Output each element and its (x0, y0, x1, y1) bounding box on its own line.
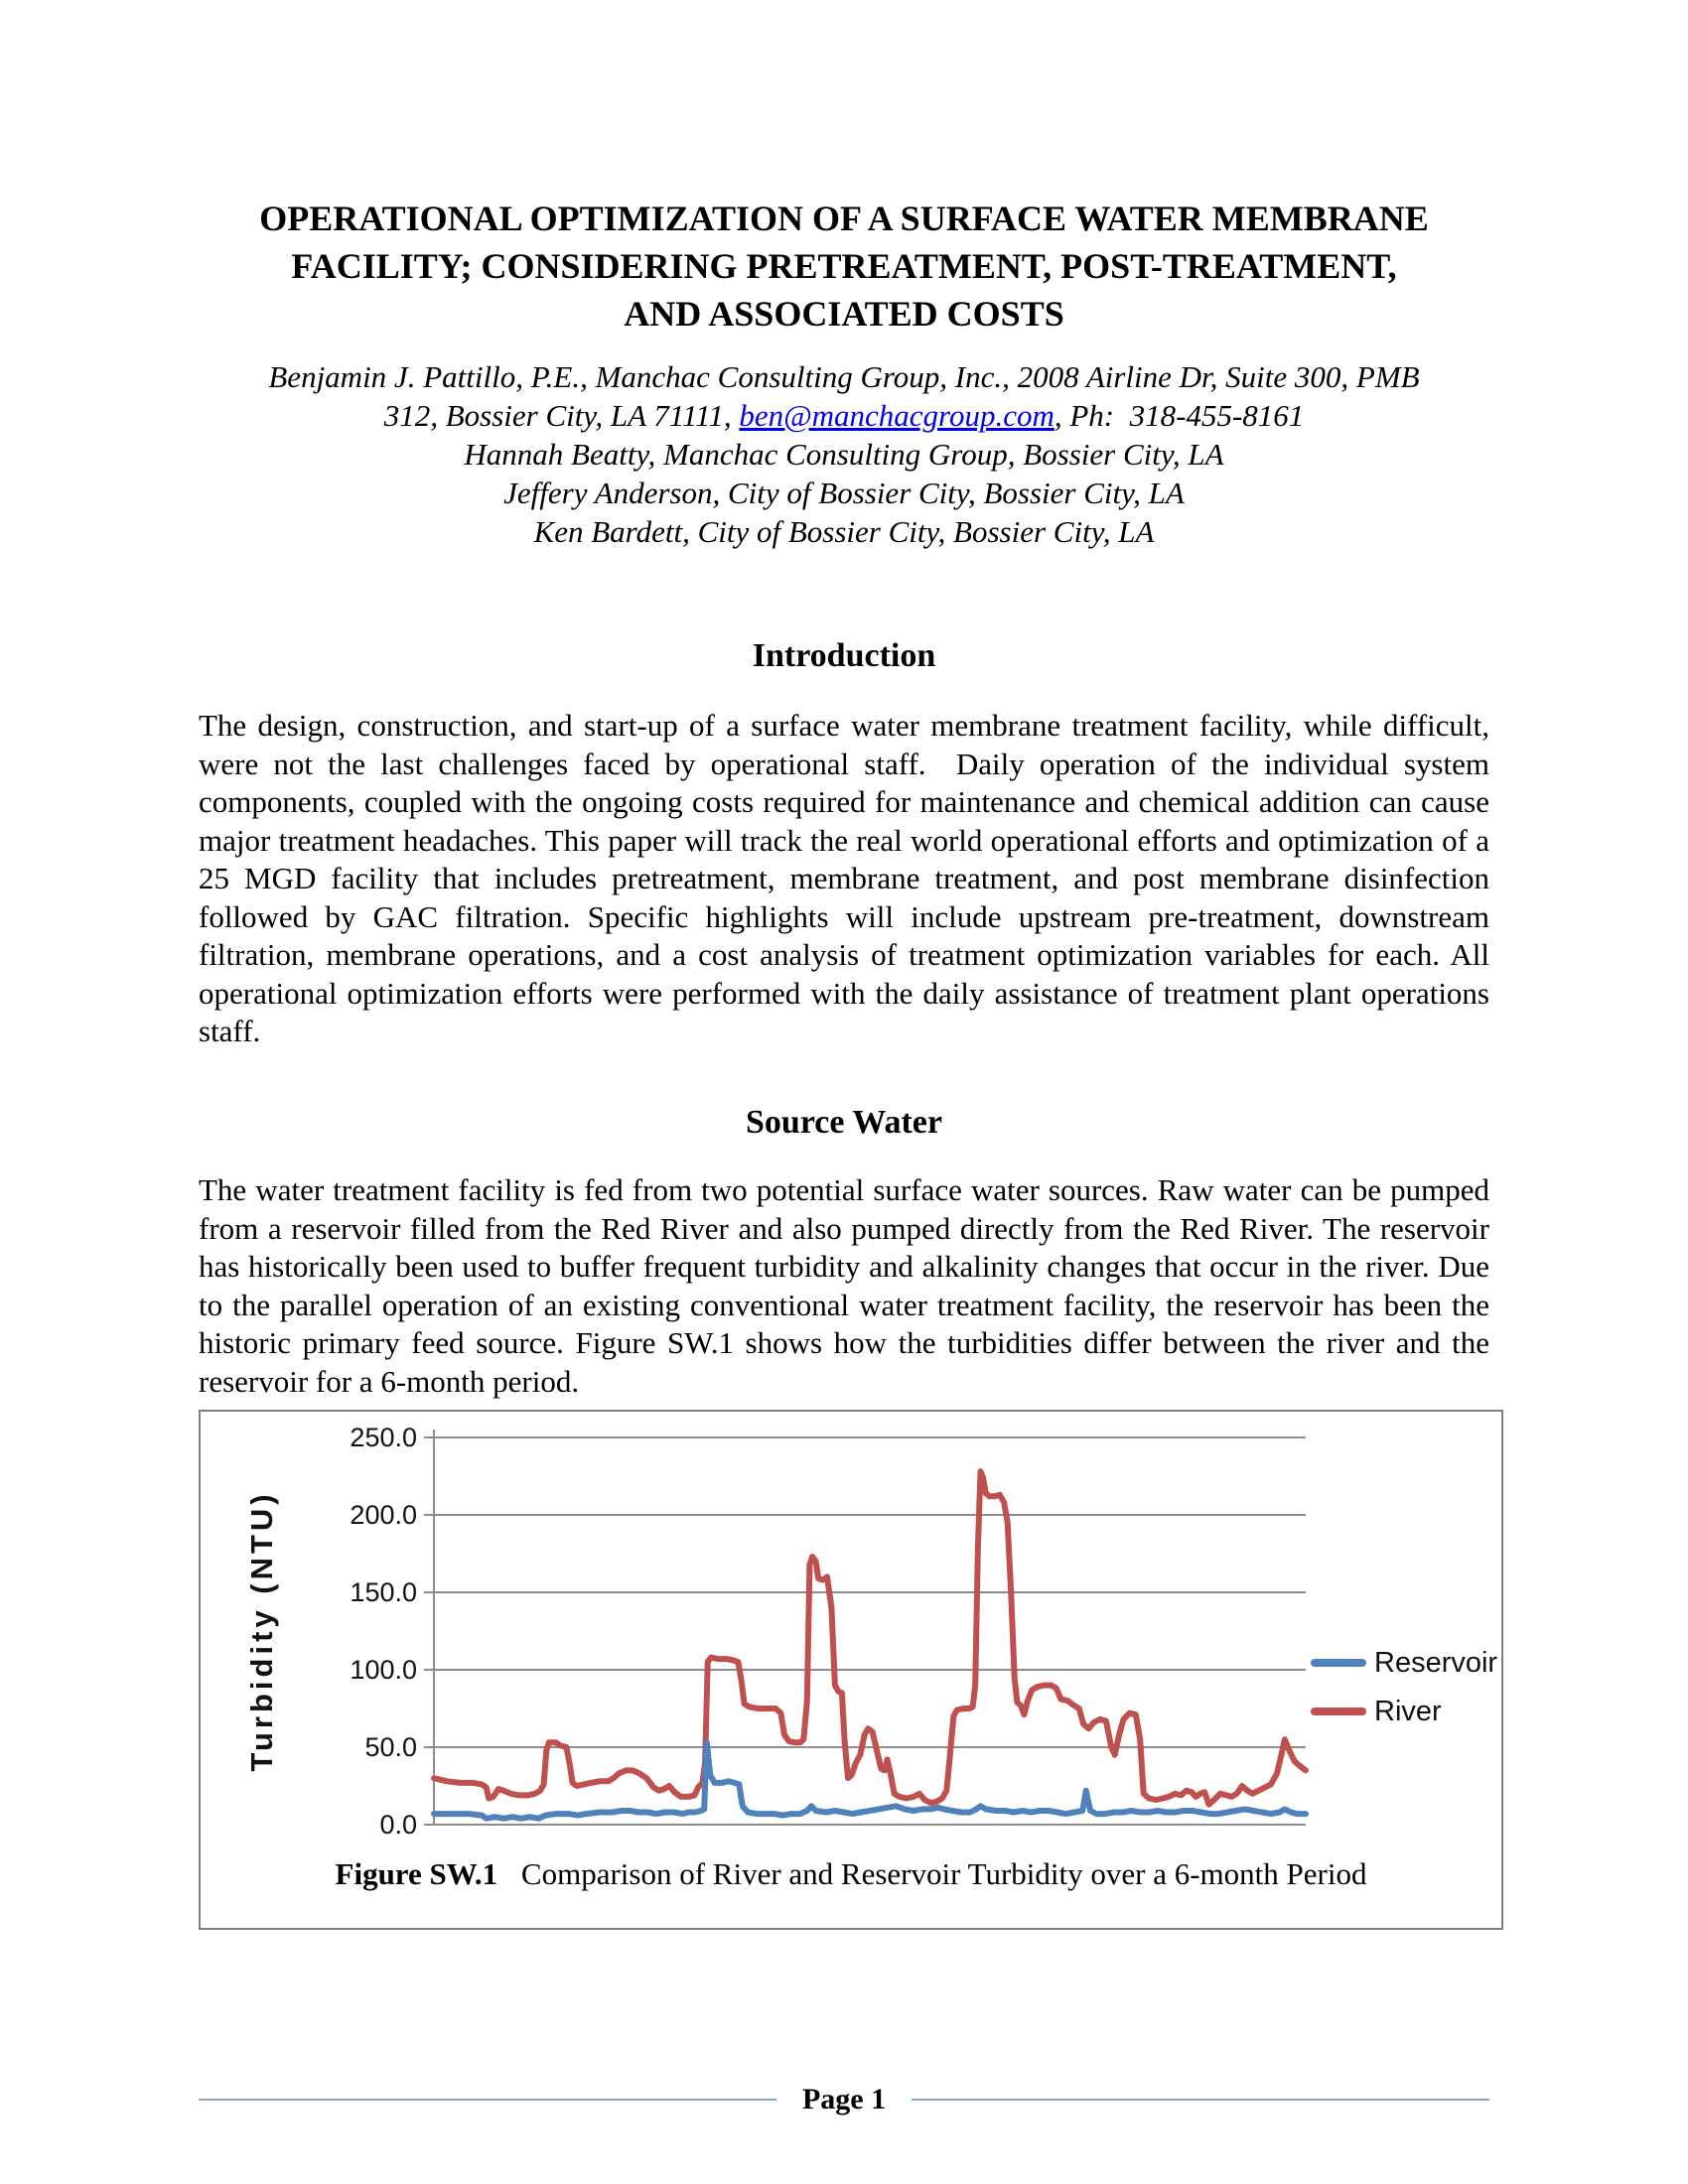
y-tick-label: 0.0 (379, 1810, 417, 1840)
legend-label-reservoir: Reservoir (1374, 1646, 1498, 1679)
legend-item-river (1311, 1697, 1497, 1726)
figure-caption-text: Comparison of River and Reservoir Turbidity over a 6-month Period (520, 1856, 1367, 1891)
email-link[interactable]: ben@manchacgroup.com (739, 398, 1055, 433)
page-title (0, 195, 1688, 338)
river-line-swatch (1311, 1707, 1366, 1715)
footer-rule-left (199, 2099, 776, 2101)
chart-legend (1311, 1648, 1497, 1745)
author-line-4: Jeffery Anderson, City of Bossier City, Bossier City, LA (503, 476, 1185, 510)
title-line-2: FACILITY; CONSIDERING PRETREATMENT, POST-TREATMENT, (291, 246, 1397, 286)
title-line-3: AND ASSOCIATED COSTS (624, 294, 1064, 334)
footer-rule-right (912, 2099, 1489, 2101)
y-tick-label: 200.0 (350, 1500, 417, 1530)
source-water-paragraph: The water treatment facility is fed from two potential surface water sources. Raw water can be pumped from a reservoir filled from the Red River and also pumped directly from the Red River. The reservoir has historically been used to buffer frequent turbidity and alkalinity changes that occur in the river. Due to the parallel operation of an existing conventional water treatment facility, the reservoir has been the historic primary feed source. Figure SW.1 shows how the turbidities differ between the river and the reservoir for a 6-month period. (199, 1172, 1497, 1399)
section-heading-introduction: Introduction (752, 637, 936, 674)
author-line-3: Hannah Beatty, Manchac Consulting Group, Bossier City, LA (464, 437, 1224, 472)
figure-caption-label: Figure SW.1 (335, 1856, 498, 1891)
reservoir-line-swatch (1311, 1659, 1366, 1667)
section-heading-source-water: Source Water (746, 1104, 942, 1141)
author-line-1: Benjamin J. Pattillo, P.E., Manchac Consulting Group, Inc., 2008 Airline Dr, Suite 300, PMB (268, 359, 1420, 394)
y-tick-label: 150.0 (350, 1577, 417, 1607)
figure-caption (201, 1856, 1501, 1892)
author-block (0, 357, 1688, 551)
page-footer (199, 2083, 1489, 2116)
legend-label-river: River (1374, 1695, 1442, 1727)
page-number: Page 1 (801, 2083, 887, 2116)
author-line-2: 312, Bossier City, LA 71111, ben@manchacgroup.com, Ph: 318-455-8161 (383, 398, 1305, 433)
author-line-5: Ken Bardett, City of Bossier City, Bossier City, LA (533, 514, 1155, 549)
y-tick-label: 50.0 (364, 1732, 417, 1762)
y-tick-label: 250.0 (350, 1423, 417, 1452)
figure-sw1 (199, 1410, 1503, 1930)
y-tick-label: 100.0 (350, 1655, 417, 1685)
introduction-paragraph: The design, construction, and start-up of a surface water membrane treatment facility, while difficult, were not the last challenges faced by operational staff. Daily operation of the individual system components, coupled with the ongoing costs required for maintenance and chemical addition can cause major treatment headaches. This paper will track the real world operational efforts and optimization of a 25 MGD facility that includes pretreatment, membrane treatment, and post membrane disinfection followed by GAC filtration. Specific highlights will include upstream pre-treatment, downstream filtration, membrane operations, and a cost analysis of treatment optimization variables for each. All operational optimization efforts were performed with the daily assistance of treatment plant operations staff. (199, 708, 1497, 1048)
legend-item-reservoir (1311, 1648, 1497, 1678)
title-line-1: OPERATIONAL OPTIMIZATION OF A SURFACE WATER MEMBRANE (259, 199, 1429, 238)
y-axis-title: Turbidity (NTU) (244, 1490, 279, 1772)
